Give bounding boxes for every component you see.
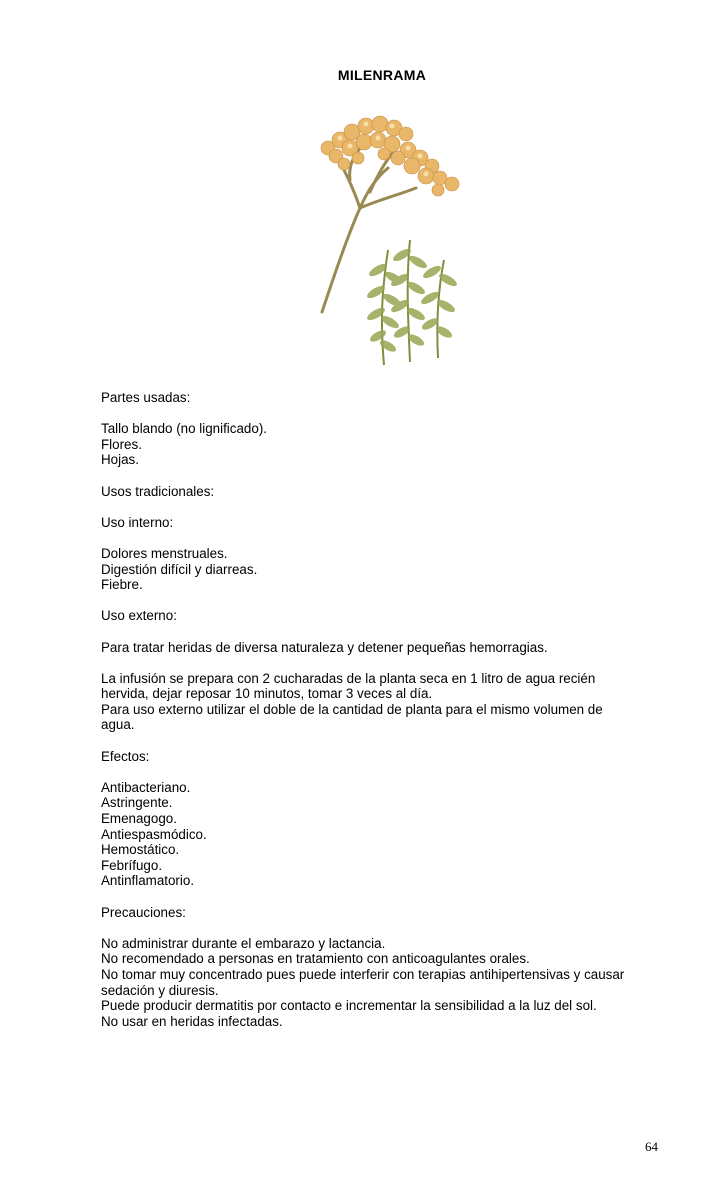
efectos-heading: Efectos: bbox=[101, 748, 150, 764]
externo-heading: Uso externo: bbox=[101, 608, 177, 624]
list-item: No usar en heridas infectadas. bbox=[101, 1013, 283, 1029]
list-item: Antibacteriano. bbox=[101, 779, 191, 795]
text-line: Para uso externo utilizar el doble de la cantidad de planta para el mismo volumen de bbox=[101, 701, 603, 717]
text-line: La infusión se prepara con 2 cucharadas de la planta seca en 1 litro de agua recién bbox=[101, 670, 596, 686]
partes-list bbox=[101, 421, 681, 468]
list-item: Flores. bbox=[101, 436, 142, 452]
list-item: Astringente. bbox=[101, 795, 173, 811]
yarrow-plant-illustration bbox=[288, 100, 488, 382]
list-item: Emenagogo. bbox=[101, 811, 177, 827]
list-item: Hojas. bbox=[101, 452, 139, 468]
interno-list bbox=[101, 546, 681, 593]
list-item: Hemostático. bbox=[101, 842, 180, 858]
list-item: Dolores menstruales. bbox=[101, 545, 228, 561]
precauciones-heading: Precauciones: bbox=[101, 904, 186, 920]
list-item: Digestión difícil y diarreas. bbox=[101, 561, 258, 577]
list-item: Puede producir dermatitis por contacto e incrementar la sensibilidad a la luz del sol. bbox=[101, 998, 597, 1014]
partes-heading: Partes usadas: bbox=[101, 390, 191, 405]
list-item: Febrífugo. bbox=[101, 857, 163, 873]
list-item: Fiebre. bbox=[101, 577, 143, 593]
list-item: No tomar muy concentrado pues puede interferir con terapias antihipertensivas y causar bbox=[101, 966, 625, 982]
precauciones-list bbox=[101, 936, 681, 1030]
efectos-list bbox=[101, 780, 681, 889]
list-item: Antinflamatorio. bbox=[101, 873, 195, 889]
preparacion-text bbox=[101, 671, 681, 733]
list-item: sedación y diuresis. bbox=[101, 982, 219, 998]
usos-heading: Usos tradicionales: bbox=[101, 483, 215, 499]
page-title: MILENRAMA bbox=[337, 67, 427, 83]
list-item: No recomendado a personas en tratamiento con anticoagulantes orales. bbox=[101, 951, 530, 967]
page-number: 64 bbox=[645, 1139, 658, 1154]
document-body bbox=[101, 390, 681, 1045]
externo-text: Para tratar heridas de diversa naturaleza y detener pequeñas hemorragias. bbox=[101, 639, 548, 655]
text-line: hervida, dejar reposar 10 minutos, tomar 3 veces al día. bbox=[101, 686, 433, 702]
list-item: Antiespasmódico. bbox=[101, 826, 207, 842]
list-item: No administrar durante el embarazo y lactancia. bbox=[101, 935, 386, 951]
list-item: Tallo blando (no lignificado). bbox=[101, 421, 267, 437]
text-line: agua. bbox=[101, 717, 135, 733]
interno-heading: Uso interno: bbox=[101, 514, 174, 530]
